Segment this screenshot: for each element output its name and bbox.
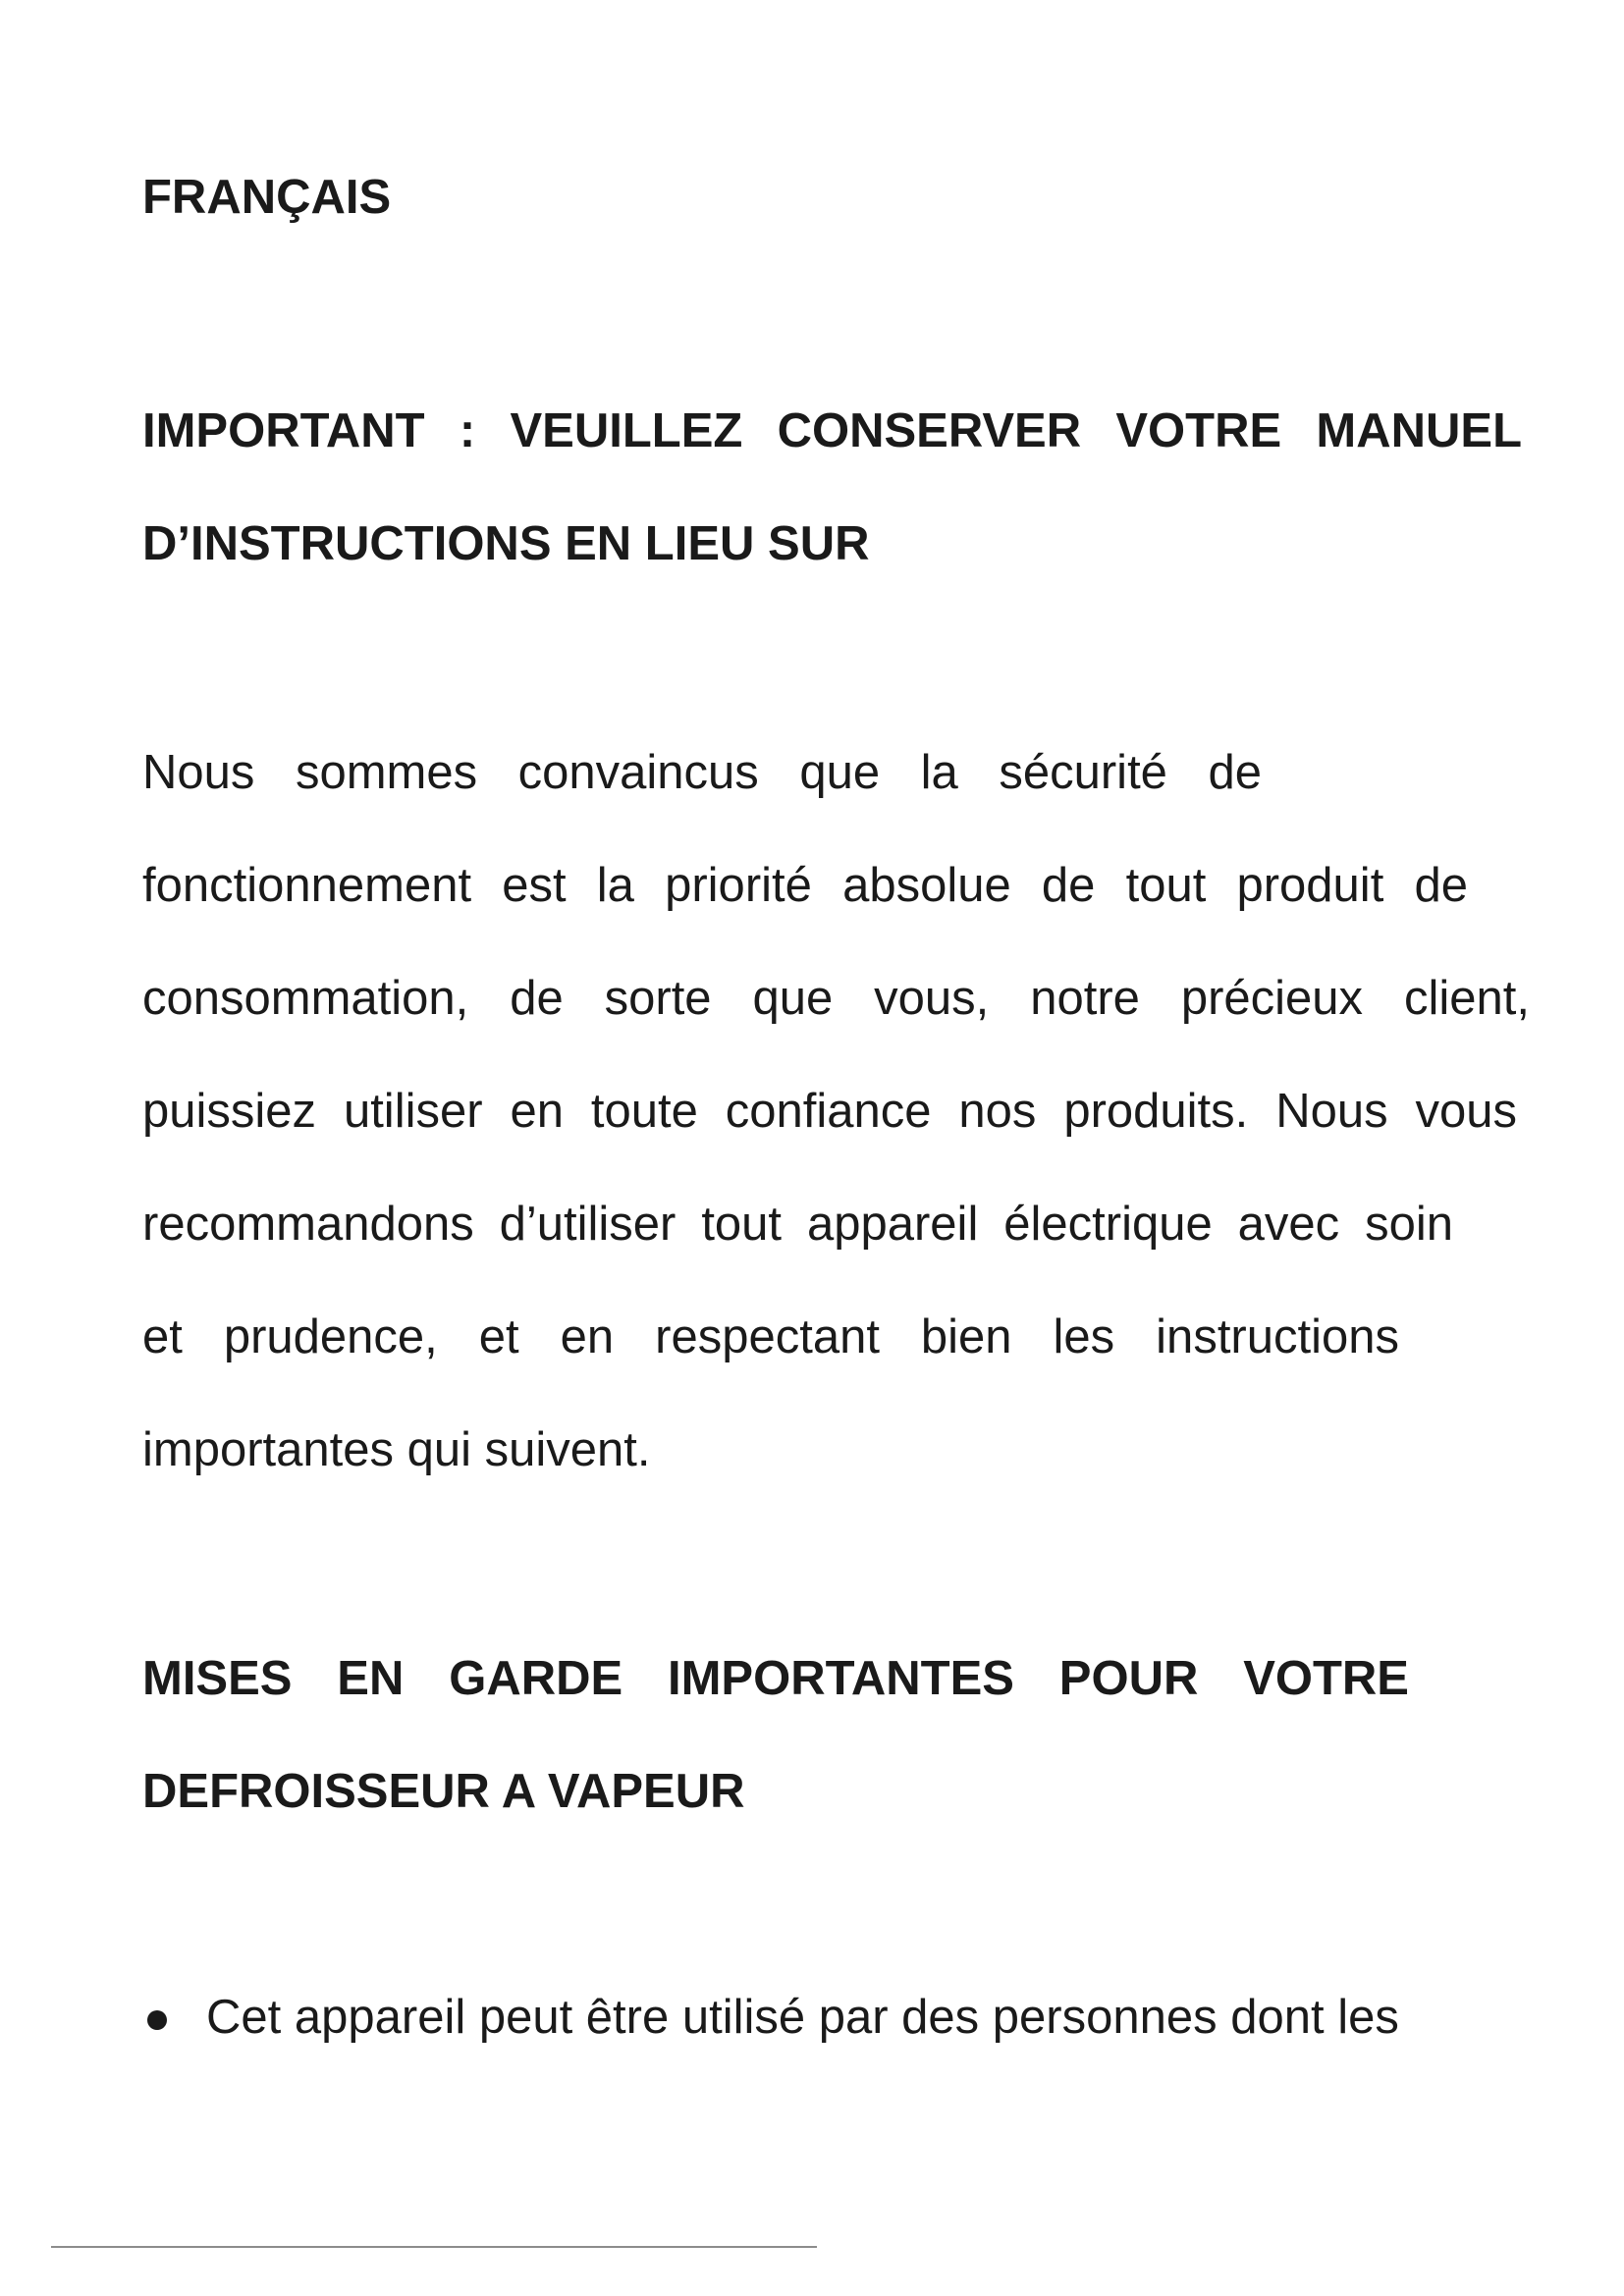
- intro-paragraph-line-5: recommandons d’utiliser tout appareil électrique avec soin: [142, 1198, 1453, 1251]
- intro-paragraph-line-2: fonctionnement est la priorité absolue de tout produit de: [142, 859, 1468, 912]
- intro-paragraph-line-3: consommation, de sorte que vous, notre précieux client,: [142, 972, 1530, 1025]
- intro-paragraph-line-7: importantes qui suivent.: [142, 1423, 651, 1476]
- warnings-heading-line-2: DEFROISSEUR A VAPEUR: [142, 1765, 745, 1818]
- important-heading-line-2: D’INSTRUCTIONS EN LIEU SUR: [142, 517, 870, 570]
- footer-divider: [51, 2246, 817, 2248]
- intro-paragraph-line-6: et prudence, et en respectant bien les instructions: [142, 1310, 1399, 1363]
- intro-paragraph-line-1: Nous sommes convaincus que la sécurité de: [142, 746, 1262, 799]
- list-item: [147, 1991, 1399, 2044]
- intro-paragraph-line-4: puissiez utiliser en toute confiance nos produits. Nous vous: [142, 1085, 1517, 1138]
- language-heading: FRANÇAIS: [142, 171, 392, 224]
- list-item-text: Cet appareil peut être utilisé par des personnes dont les: [206, 1991, 1399, 2044]
- important-heading-line-1: IMPORTANT : VEUILLEZ CONSERVER VOTRE MANUEL: [142, 404, 1522, 457]
- bullet-icon: [147, 2010, 167, 2030]
- warnings-heading-line-1: MISES EN GARDE IMPORTANTES POUR VOTRE: [142, 1652, 1409, 1705]
